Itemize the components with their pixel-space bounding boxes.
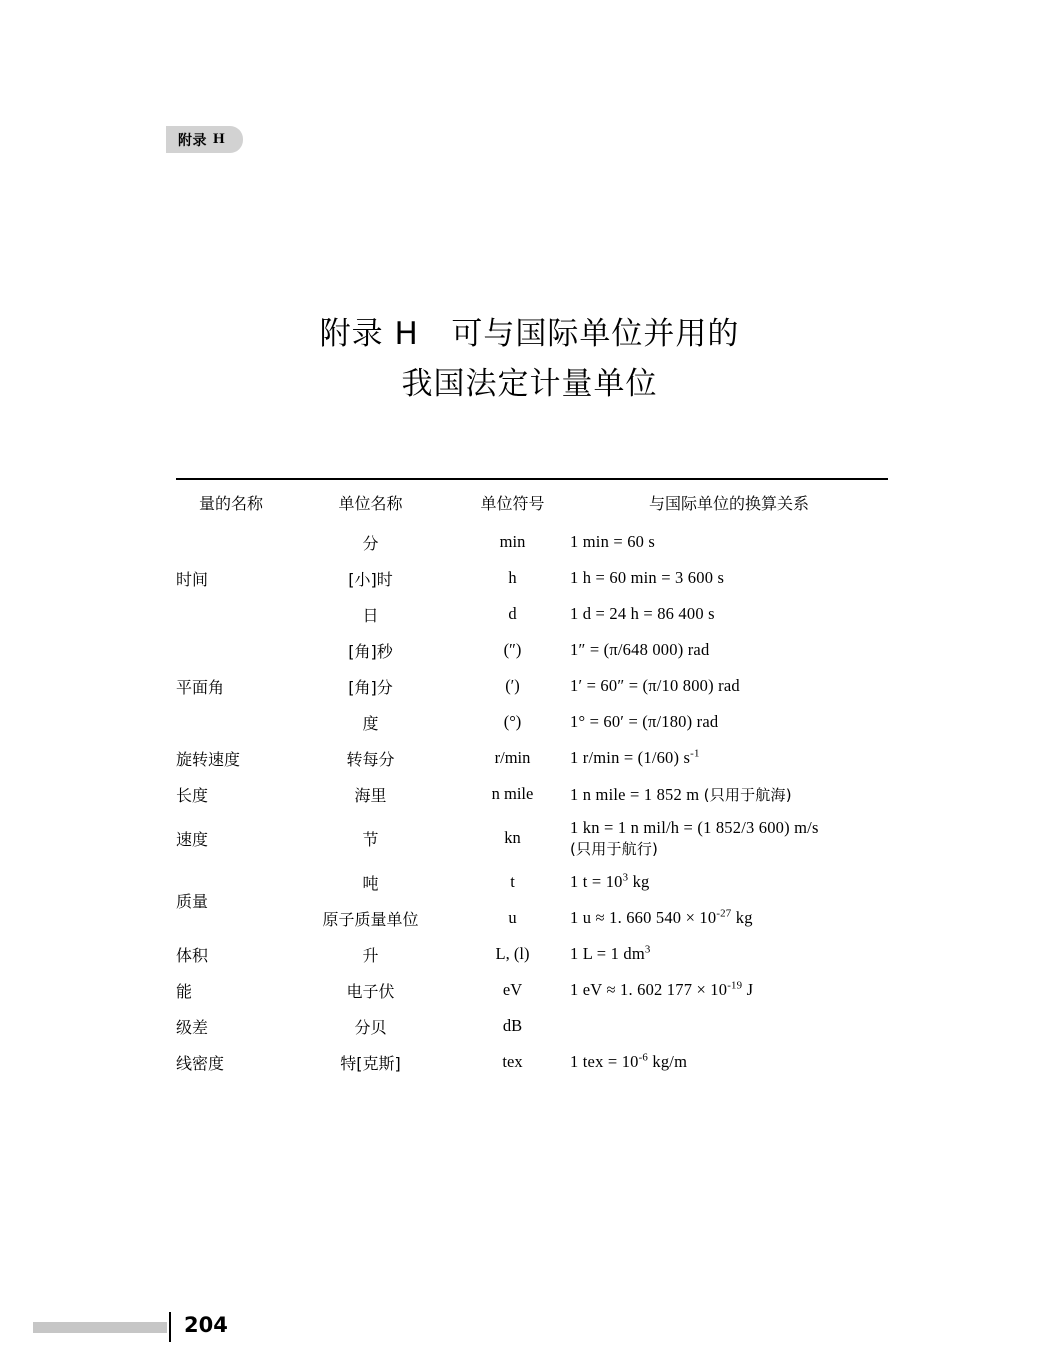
cell-unit-name: 海里: [354, 785, 387, 805]
cell-unit-name: 吨: [362, 873, 379, 893]
table-row: [176, 524, 888, 560]
cell-relation: 1″ = (π/648 000) rad: [570, 640, 710, 659]
cell-unit-symbol: (″): [503, 640, 522, 659]
running-head-badge: [166, 126, 243, 153]
cell-unit-name: 分贝: [354, 1017, 387, 1037]
exponent: -6: [638, 1051, 649, 1064]
cell-unit-name: 节: [362, 829, 379, 849]
cell-relation: 1 r/min = (1/60) $s^{-1}$: [570, 747, 700, 767]
cell-unit-symbol: u: [508, 908, 517, 927]
cell-relation: 1 h = 60 min = 3 600 s: [570, 568, 725, 587]
cell-unit-name: 度: [362, 713, 379, 733]
cell-unit-name: [小]时: [348, 569, 393, 589]
table-row: [176, 1008, 888, 1044]
cell-unit-name: [角]分: [348, 677, 393, 697]
cell-unit-symbol: d: [508, 604, 517, 623]
cell-unit-symbol: dB: [502, 1016, 523, 1035]
cell-unit-symbol: eV: [502, 980, 523, 999]
cell-relation: 1 eV ≈ 1. 602 $177 \times 10^{-19}$ J: [570, 979, 754, 999]
cell-unit-symbol: n mile: [491, 784, 534, 803]
cell-unit-name: 特[克斯]: [340, 1053, 401, 1073]
column-header-quantity: 量的名称: [198, 493, 263, 513]
table-row: [176, 632, 888, 668]
cell-quantity: 质量: [176, 891, 209, 911]
running-head-letter: H: [213, 131, 226, 147]
cell-quantity: 平面角: [176, 677, 225, 697]
exponent: 3: [644, 943, 651, 956]
cell-unit-symbol: r/min: [494, 748, 531, 767]
cell-unit-name: [角]秒: [348, 641, 393, 661]
cell-quantity: 旋转速度: [176, 749, 241, 769]
column-header-relation: 与国际单位的换算关系: [648, 493, 809, 513]
page-title: [0, 309, 1059, 409]
cell-relation: 1′ = 60″ = (π/10 800) rad: [570, 676, 740, 695]
table-header-row: [176, 479, 888, 524]
cell-quantity: 时间: [176, 569, 209, 589]
cell-quantity: 能: [176, 981, 193, 1001]
page-title-line-1: 附录 H 可与国际单位并用的: [319, 315, 740, 352]
cell-relation: 1 tex = $10^{-6}$ kg/m: [570, 1051, 688, 1071]
cell-unit-name: 电子伏: [346, 981, 395, 1001]
table-body: [176, 524, 888, 1080]
running-head-label: 附录: [178, 132, 207, 149]
cell-quantity: 级差: [176, 1017, 209, 1037]
cell-unit-symbol: h: [508, 568, 517, 587]
exponent: -1: [690, 747, 700, 760]
cell-unit-symbol: (′): [505, 676, 520, 695]
table-row: [176, 972, 888, 1008]
cell-unit-symbol: (°): [503, 712, 522, 731]
cell-unit-symbol: L, (l): [495, 944, 530, 963]
cell-quantity: 体积: [176, 945, 209, 965]
cell-relation: 1 d = 24 h = 86 400 s: [570, 604, 715, 623]
cell-quantity: 速度: [176, 829, 209, 849]
table-row: [176, 936, 888, 972]
cell-relation: 1 n mile = 1 852 m (只用于航海): [570, 784, 792, 804]
cell-quantity: 长度: [176, 785, 209, 805]
table-row: [176, 1044, 888, 1080]
cell-relation: 1 kn = 1 n mil/h = (1 852/3 600) m/s (只用于航行): [570, 812, 888, 864]
exponent: 3: [622, 871, 629, 884]
cell-unit-symbol: kn: [504, 828, 521, 847]
cell-unit-name: 转每分: [346, 749, 395, 769]
cell-relation: 1 L = 1 $dm^3$: [570, 943, 651, 963]
cell-relation: 1° = 60′ = (π/180) rad: [570, 712, 719, 731]
cell-unit-symbol: t: [510, 872, 515, 891]
cell-unit-symbol: tex: [502, 1052, 523, 1071]
footer-rule: [33, 1322, 167, 1333]
cell-relation: 1 u ≈ 1. 660 $540 \times 10^{-27}$ kg: [570, 907, 753, 927]
exponent: -27: [716, 907, 732, 920]
cell-unit-name: 升: [362, 945, 379, 965]
relation-note: (只用于航海): [703, 785, 792, 804]
column-header-unit-name: 单位名称: [338, 493, 403, 513]
cell-relation: 1 $t = 10^3$ kg: [570, 871, 650, 891]
relation-note: (只用于航行): [570, 839, 659, 858]
cell-unit-name: 分: [362, 533, 379, 553]
cell-quantity: 线密度: [176, 1053, 225, 1073]
page-title-line-2: 我国法定计量单位: [401, 365, 658, 402]
cell-unit-name: 原子质量单位: [322, 909, 419, 929]
table-row: [176, 812, 888, 864]
cell-relation: 1 min = 60 s: [570, 532, 656, 551]
table-row: [176, 776, 888, 812]
legal-units-table: [176, 478, 888, 1080]
table-row: [176, 864, 888, 900]
page-number: 204: [184, 1313, 228, 1337]
cell-unit-name: 日: [362, 605, 379, 625]
cell-relation: [570, 1008, 888, 1044]
exponent: -19: [727, 979, 743, 992]
cell-unit-symbol: min: [499, 532, 526, 551]
table-row: [176, 740, 888, 776]
column-header-unit-symbol: 单位符号: [480, 493, 545, 513]
footer-divider: [169, 1312, 171, 1342]
